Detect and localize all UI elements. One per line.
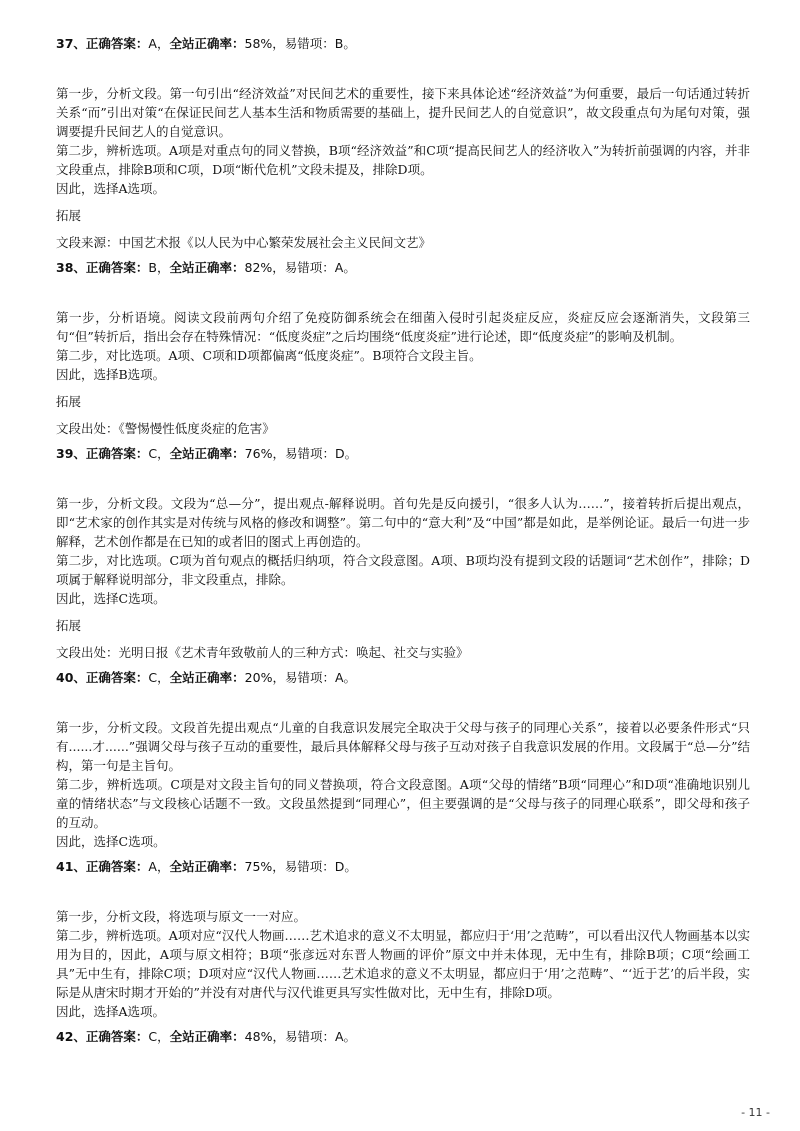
source: 文段出处：光明日报《艺术青年致敬前人的三种方式：唤起、社交与实验》	[56, 645, 469, 660]
answer-value: A，	[148, 859, 170, 874]
answer-label: 正确答案：	[85, 36, 149, 51]
question-number: 37、	[56, 36, 86, 51]
rate-label: 全站正确率：	[169, 36, 245, 51]
step-two: 第二步，对比选项。C项为首句观点的概括归纳项，符合文段意图。A项、B项均没有提到文段的话题词“艺术创作”，排除；D项属于解释说明部分，非文段重点，排除。	[56, 553, 750, 587]
step-one: 第一步，分析文段，将选项与原文一一对应。	[56, 909, 307, 924]
question-number: 39、	[56, 446, 86, 461]
answer-value: A，	[148, 36, 170, 51]
question-38-answer-line	[56, 258, 750, 278]
page-number: - 11 -	[741, 1106, 770, 1119]
explanation-37	[56, 84, 750, 252]
conclusion: 因此，选择A选项。	[56, 181, 166, 196]
step-one: 第一步，分析文段。第一句引出“经济效益”对民间艺术的重要性，接下来具体论述“经济效益”为何重要，最后一句话通过转折关系“而”引出对策“在保证民间艺人基本生活和物质需要的基础上，提升民间艺人的自觉意识”，故文段重点句为尾句对策，强调要提升民间艺人的自觉意识。	[56, 86, 750, 139]
answer-label: 正确答案：	[85, 1029, 149, 1044]
source: 文段出处：《警惕慢性低度炎症的危害》	[56, 421, 275, 436]
answer-explanations	[56, 34, 750, 1077]
answer-label: 正确答案：	[85, 260, 149, 275]
step-one: 第一步，分析语境。阅读文段前两句介绍了免疫防御系统会在细菌入侵时引起炎症反应，炎症反应会逐渐消失，文段第三句“但”转折后，指出会存在特殊情况：“低度炎症”之后均围绕“低度炎症”进行论述，即“低度炎症”的影响及机制。	[56, 310, 750, 344]
step-two: 第二步，辨析选项。C项是对文段主旨句的同义替换项，符合文段意图。A项“父母的情绪”B项“同理心”和D项“准确地识别儿童的情绪状态”与文段核心话题不一致。文段虽然提到“同理心”，但主要强调的是“父母与孩子的同理心联系”，即父母和孩子的互动。	[56, 777, 750, 830]
rate-label: 全站正确率：	[169, 859, 245, 874]
rate-value: 82%，易错项：A。	[244, 260, 356, 275]
answer-label: 正确答案：	[85, 670, 149, 685]
rate-value: 76%，易错项：D。	[244, 446, 358, 461]
explanation-39	[56, 494, 750, 662]
question-41-answer-line	[56, 857, 750, 877]
rate-label: 全站正确率：	[169, 260, 245, 275]
question-42-answer-line	[56, 1027, 750, 1047]
answer-label: 正确答案：	[85, 446, 149, 461]
question-40-answer-line	[56, 668, 750, 688]
question-number: 41、	[56, 859, 86, 874]
explanation-41	[56, 907, 750, 1021]
conclusion: 因此，选择C选项。	[56, 591, 166, 606]
answer-label: 正确答案：	[85, 859, 149, 874]
rate-label: 全站正确率：	[169, 670, 245, 685]
step-two: 第二步，辨析选项。A项对应“汉代人物画……艺术追求的意义不太明显，都应归于‘用’之范畴”，可以看出汉代人物画基本以实用为目的，因此，A项与原文相符；B项“张彦远对东晋人物画的评价”原文中并未体现，无中生有，排除B项；C项“绘画工具”无中生有，排除C项；D项对应“汉代人物画……艺术追求的意义不太明显，都应归于‘用’之范畴”、“‘近于艺’的后半段，实际是从唐宋时期才开始的”并没有对唐代与汉代谁更具写实性做对比，无中生有，排除D项。	[56, 928, 750, 1000]
explanation-38	[56, 308, 750, 438]
question-number: 40、	[56, 670, 86, 685]
rate-value: 48%，易错项：A。	[244, 1029, 357, 1044]
rate-label: 全站正确率：	[169, 446, 245, 461]
question-37-answer-line	[56, 34, 750, 54]
conclusion: 因此，选择C选项。	[56, 834, 166, 849]
step-two: 第二步，对比选项。A项、C项和D项都偏离“低度炎症”。B项符合文段主旨。	[56, 348, 482, 363]
rate-value: 58%，易错项：B。	[244, 36, 356, 51]
rate-label: 全站正确率：	[169, 1029, 245, 1044]
extension-heading: 拓展	[56, 208, 82, 223]
step-two: 第二步，辨析选项。A项是对重点句的同义替换，B项“经济效益”和C项“提高民间艺人的经济收入”为转折前强调的内容，并非文段重点，排除B项和C项，D项“断代危机”文段未提及，排除D项。	[56, 143, 750, 177]
step-one: 第一步，分析文段。文段为“总—分”，提出观点-解释说明。首句先是反向援引，“很多人认为……”，接着转折后提出观点，即“艺术家的创作其实是对传统与风格的修改和调整”。第二句中的“意大利”及“中国”都是如此，是举例论证。最后一句进一步解释，艺术创作都是在已知的或者旧的图式上再创造的。	[56, 496, 750, 549]
rate-value: 20%，易错项：A。	[244, 670, 357, 685]
answer-value: C，	[148, 670, 170, 685]
rate-value: 75%，易错项：D。	[244, 859, 357, 874]
answer-value: C，	[148, 1029, 170, 1044]
explanation-40	[56, 718, 750, 851]
step-one: 第一步，分析文段。文段首先提出观点“儿童的自我意识发展完全取决于父母与孩子的同理心关系”，接着以必要条件形式“只有......才......”强调父母与孩子互动的重要性，最后具体解释父母与孩子互动对孩子自我意识发展的作用。文段属于“总—分”结构，第一句是主旨句。	[56, 720, 750, 773]
question-39-answer-line	[56, 444, 750, 464]
conclusion: 因此，选择B选项。	[56, 367, 166, 382]
extension-heading: 拓展	[56, 618, 82, 633]
answer-value: C，	[148, 446, 170, 461]
question-number: 38、	[56, 260, 86, 275]
source: 文段来源：中国艺术报《以人民为中心繁荣发展社会主义民间文艺》	[56, 235, 432, 250]
answer-value: B，	[148, 260, 170, 275]
question-number: 42、	[56, 1029, 86, 1044]
conclusion: 因此，选择A选项。	[56, 1004, 166, 1019]
extension-heading: 拓展	[56, 394, 82, 409]
